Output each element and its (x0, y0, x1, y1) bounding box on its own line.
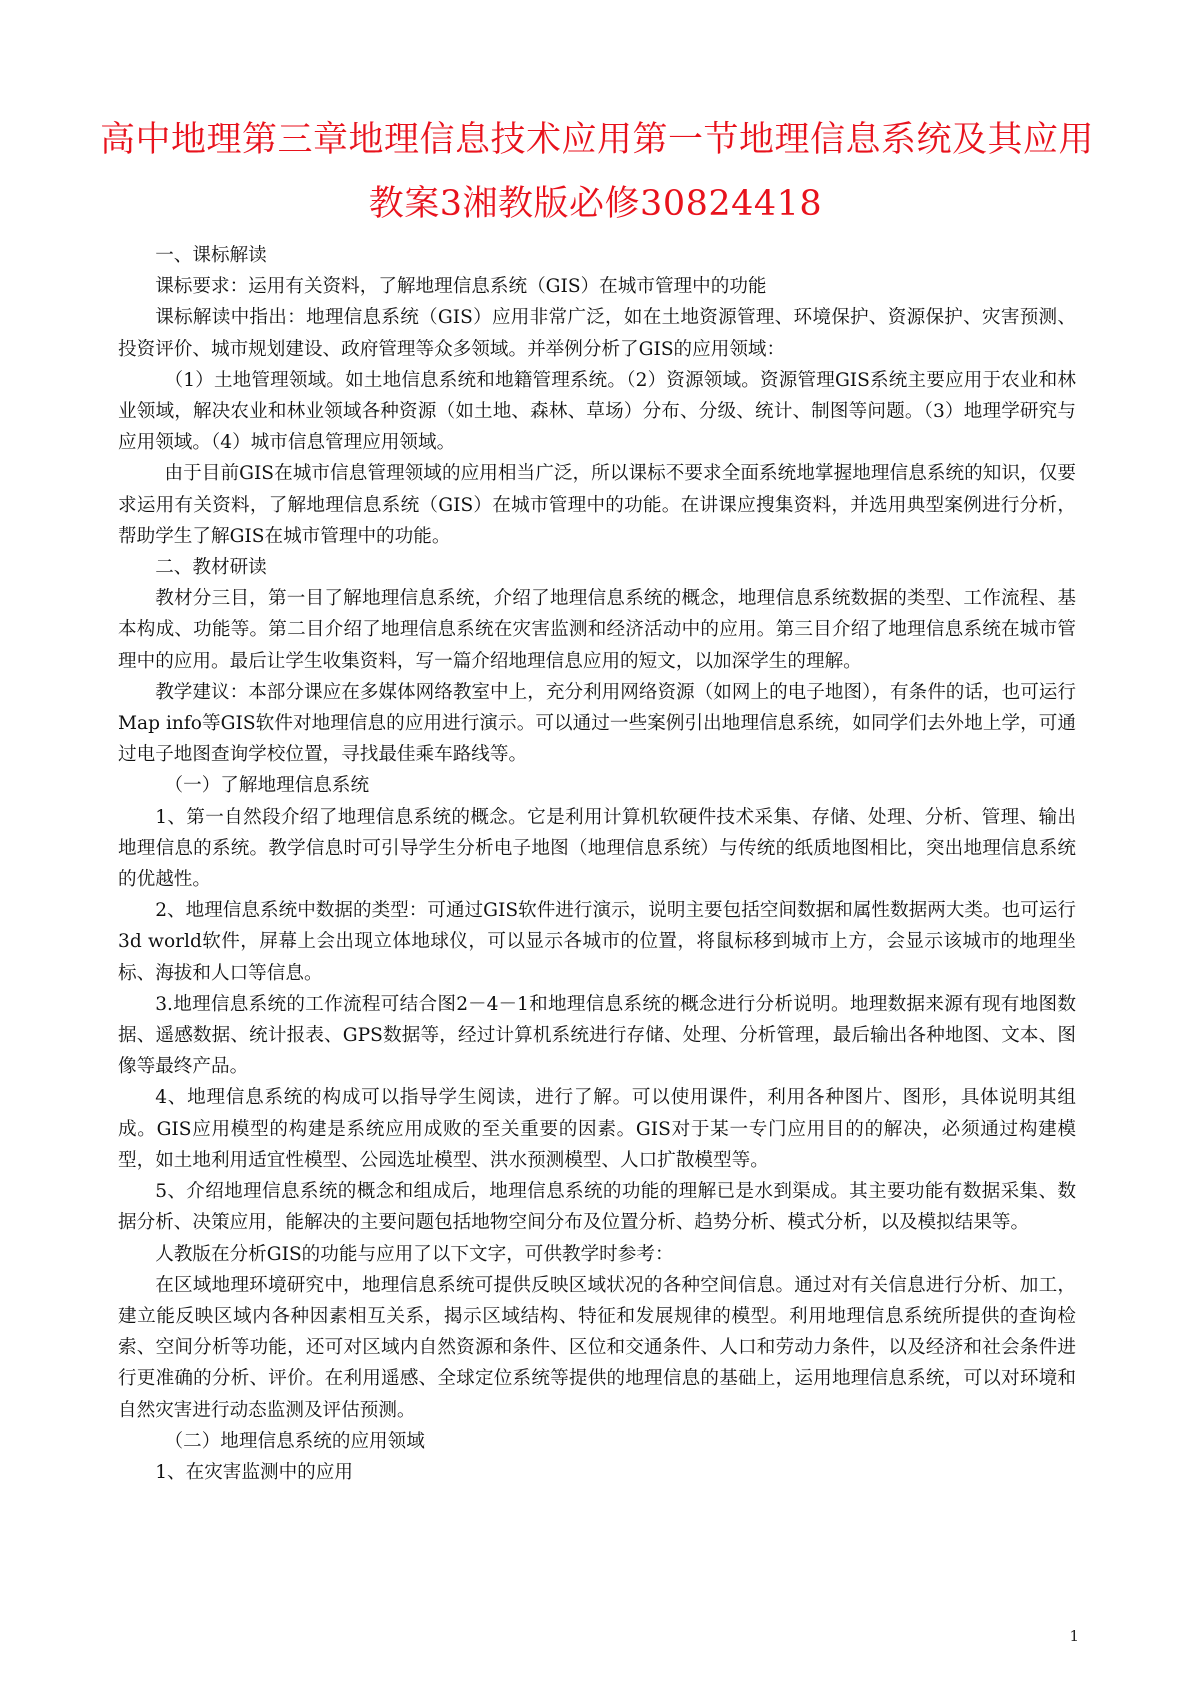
paragraph: 1、第一自然段介绍了地理信息系统的概念。它是利用计算机软硬件技术采集、存储、处理、分析、管理、输出地理信息的系统。教学信息时可引导学生分析电子地图（地理信息系统）与传统的纸质地图相比，突出地理信息系统的优越性。 (118, 806, 1076, 891)
document-title (100, 108, 1095, 236)
page-number: 1 (1069, 1627, 1079, 1645)
section-heading: 一、课标解读 (155, 245, 267, 266)
document-body (118, 240, 1076, 1488)
paragraph: 由于目前GIS在城市信息管理领域的应用相当广泛，所以课标不要求全面系统地掌握地理信息系统的知识，仅要求运用有关资料，了解地理信息系统（GIS）在城市管理中的功能。在讲课应搜集资料，并选用典型案例进行分析，帮助学生了解GIS在城市管理中的功能。 (118, 463, 1076, 547)
paragraph: 课标要求：运用有关资料，了解地理信息系统（GIS）在城市管理中的功能 (155, 276, 767, 298)
title-line-1: 高中地理第三章地理信息技术应用第一节地理信息系统及其应用 (100, 120, 1095, 160)
paragraph: 教材分三目，第一目了解地理信息系统，介绍了地理信息系统的概念，地理信息系统数据的类型、工作流程、基本构成、功能等。第二目介绍了地理信息系统在灾害监测和经济活动中的应用。第三目介绍了地理信息系统在城市管理中的应用。最后让学生收集资料，写一篇介绍地理信息应用的短文，以加深学生的理解。 (118, 588, 1076, 672)
paragraph: 人教版在分析GIS的功能与应用了以下文字，可供教学时参考： (155, 1243, 674, 1265)
section-heading: 二、教材研读 (155, 557, 267, 579)
paragraph: 5、介绍地理信息系统的概念和组成后，地理信息系统的功能的理解已是水到渠成。其主要功能有数据采集、数据分析、决策应用，能解决的主要问题包括地物空间分布及位置分析、趋势分析、模式分析，以及模拟结果等。 (118, 1181, 1076, 1234)
paragraph: （1）土地管理领域。如土地信息系统和地籍管理系统。（2）资源领域。资源管理GIS系统主要应用于农业和林业领域，解决农业和林业领域各种资源（如土地、森林、草场）分布、分级、统计、制图等问题。（3）地理学研究与应用领域。（4）城市信息管理应用领域。 (118, 369, 1076, 454)
paragraph: 在区域地理环境研究中，地理信息系统可提供反映区域状况的各种空间信息。通过对有关信息进行分析、加工，建立能反映区域内各种因素相互关系，揭示区域结构、特征和发展规律的模型。利用地理信息系统所提供的查询检索、空间分析等功能，还可对区域内自然资源和条件、区位和交通条件、人口和劳动力条件，以及经济和社会条件进行更准确的分析、评价。在利用遥感、全球定位系统等提供的地理信息的基础上，运用地理信息系统，可以对环境和自然灾害进行动态监测及评估预测。 (118, 1274, 1076, 1421)
paragraph: 3.地理信息系统的工作流程可结合图2－4－1和地理信息系统的概念进行分析说明。地理数据来源有现有地图数据、遥感数据、统计报表、GPS数据等，经过计算机系统进行存储、处理、分析管理，最后输出各种地图、文本、图像等最终产品。 (118, 993, 1076, 1078)
paragraph: 课标解读中指出：地理信息系统（GIS）应用非常广泛，如在土地资源管理、环境保护、资源保护、灾害预测、投资评价、城市规划建设、政府管理等众多领域。并举例分析了GIS的应用领域： (118, 307, 1076, 360)
subsection-heading: （一）了解地理信息系统 (164, 775, 370, 797)
paragraph: 2、地理信息系统中数据的类型：可通过GIS软件进行演示，说明主要包括空间数据和属性数据两大类。也可运行3d world软件，屏幕上会出现立体地球仪，可以显示各城市的位置，将鼠标移到城市上方，会显示该城市的地理坐标、海拔和人口等信息。 (118, 900, 1076, 984)
paragraph: 4、地理信息系统的构成可以指导学生阅读，进行了解。可以使用课件，利用各种图片、图形，具体说明其组成。GIS应用模型的构建是系统应用成败的至关重要的因素。GIS对于某一专门应用目的的解决，必须通过构建模型，如土地利用适宜性模型、公园选址模型、洪水预测模型、人口扩散模型等。 (118, 1087, 1076, 1171)
subsection-heading: （二）地理信息系统的应用领域 (164, 1430, 425, 1452)
title-line-2: 教案3湘教版必修30824418 (368, 184, 823, 224)
paragraph: 1、在灾害监测中的应用 (155, 1461, 353, 1483)
paragraph: 教学建议：本部分课应在多媒体网络教室中上，充分利用网络资源（如网上的电子地图），有条件的话，也可运行Map info等GIS软件对地理信息的应用进行演示。可以通过一些案例引出地理信息系统，如同学们去外地上学，可通过电子地图查询学校位置，寻找最佳乘车路线等。 (118, 681, 1076, 766)
